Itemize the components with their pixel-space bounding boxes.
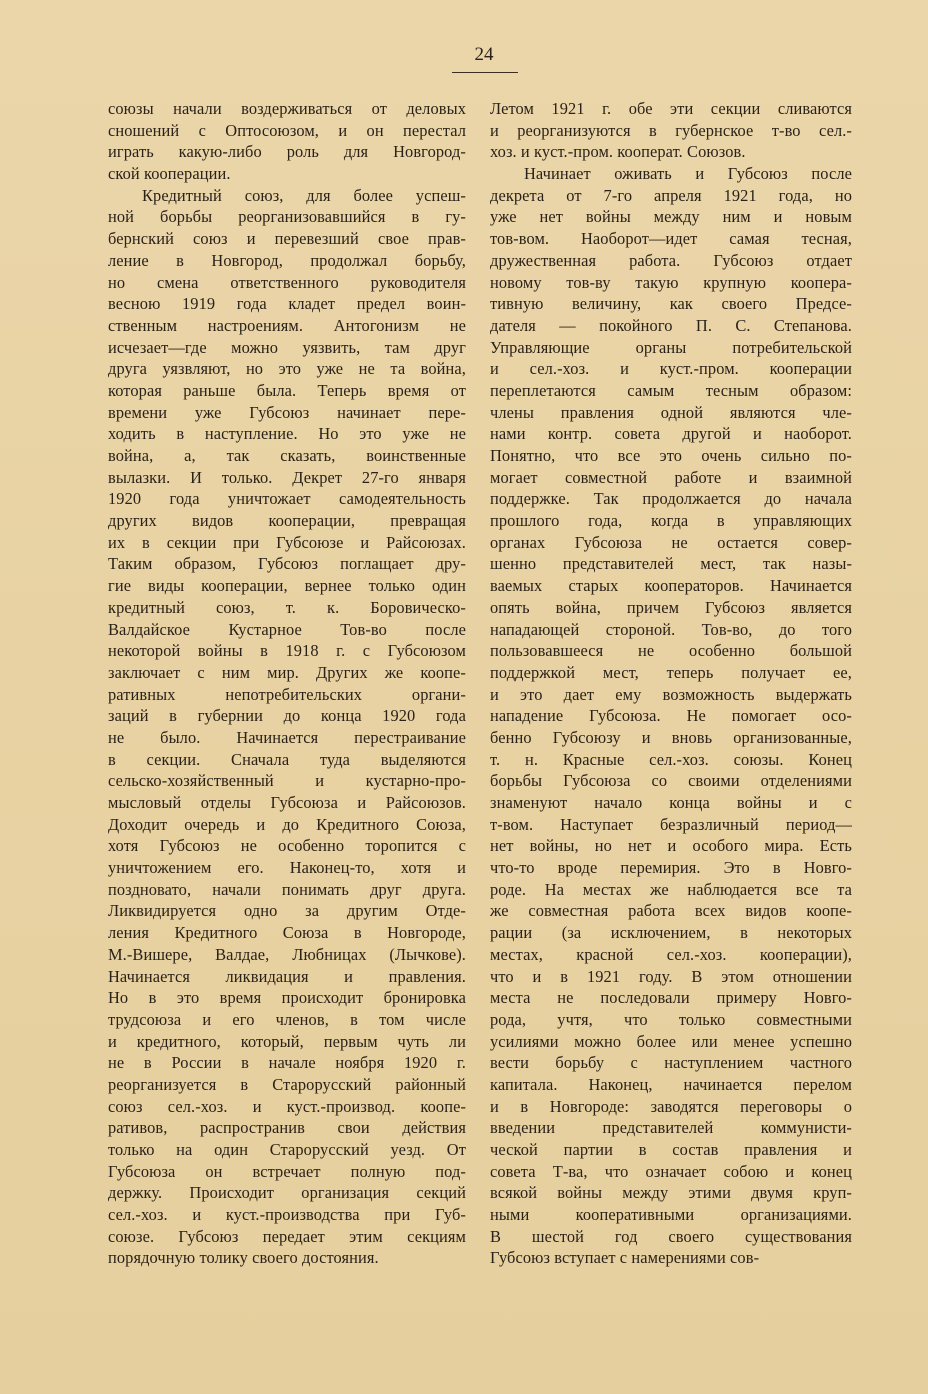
left-text-column bbox=[108, 98, 466, 1269]
text-line: опять война, причем Губсоюз является bbox=[490, 597, 852, 617]
text-line: исчезает—где можно уязвить, там друг bbox=[108, 337, 466, 357]
text-line: сельско-хозяйственный и кустарно-про- bbox=[108, 771, 466, 791]
page-number-rule bbox=[452, 72, 518, 73]
text-line: бенно Губсоюзу и вновь организованные, bbox=[490, 727, 852, 747]
text-line: Кредитный союз, для более успеш- bbox=[142, 185, 466, 205]
text-line: члены правления одной являются чле- bbox=[490, 402, 852, 422]
text-line: других видов кооперации, превращая bbox=[108, 511, 466, 531]
text-line: т. н. Красные сел.-хоз. союзы. Конец bbox=[490, 749, 852, 769]
text-line: некоторой войны в 1918 г. с Губсоюзом bbox=[108, 641, 466, 661]
text-line: бернский союз и перевезший свое прав- bbox=[108, 229, 466, 249]
text-line: хоз. и куст.-пром. кооперат. Союзов. bbox=[490, 142, 746, 162]
text-line: кредитный союз, т. к. Боровическо- bbox=[108, 597, 466, 617]
text-line: не было. Начинается перестраивание bbox=[108, 727, 466, 747]
text-line: Летом 1921 г. обе эти секции сливаются bbox=[490, 99, 852, 118]
text-line: борьбы Губсоюза со своими отделениями bbox=[490, 771, 852, 791]
text-line: ративов, распространив свои действия bbox=[108, 1118, 466, 1138]
text-line: заций в губернии до конца 1920 года bbox=[108, 706, 466, 726]
text-line: вести борьбу с наступлением частного bbox=[490, 1053, 852, 1073]
text-line: и кредитного, который, первым чуть ли bbox=[108, 1031, 466, 1051]
text-line: декрета от 7-го апреля 1921 года, но bbox=[490, 185, 852, 205]
text-line: трудсоюза и его членов, в том числе bbox=[108, 1009, 466, 1029]
text-line: ной борьбы реорганизовавшийся в гу- bbox=[108, 207, 466, 227]
text-line: ваемых старых кооператоров. Начинается bbox=[490, 576, 852, 596]
text-line: рода, учтя, что только совместными bbox=[490, 1009, 852, 1029]
text-line: тов-вом. Наоборот—идет самая тесная, bbox=[490, 229, 852, 249]
right-text-column bbox=[490, 98, 852, 1269]
text-line: союз сел.-хоз. и куст.-производ. коопе- bbox=[108, 1096, 466, 1116]
text-line: переплетаются самым тесным образом: bbox=[490, 380, 852, 400]
text-line: сношений с Оптосоюзом, и он перестал bbox=[108, 120, 466, 140]
text-line: что и в 1921 году. В этом отношении bbox=[490, 966, 852, 986]
text-line: ской кооперации. bbox=[108, 164, 231, 184]
text-line: Начинается ликвидация и правления. bbox=[108, 966, 466, 986]
text-line: гие виды кооперации, вернее только один bbox=[108, 576, 466, 596]
text-line: уничтожением его. Наконец-то, хотя и bbox=[108, 858, 466, 878]
text-line: Управляющие органы потребительской bbox=[490, 337, 852, 357]
text-line: местах, красной сел.-хоз. кооперации), bbox=[490, 944, 852, 964]
text-line: и сел.-хоз. и куст.-пром. кооперации bbox=[490, 359, 852, 379]
text-line: Губсоюза он встречает полную под- bbox=[108, 1161, 466, 1181]
text-line: нападающей стороной. Тов-во, до того bbox=[490, 619, 852, 639]
text-line: введении представителей коммунисти- bbox=[490, 1118, 852, 1138]
text-line: не в России в начале ноября 1920 г. bbox=[108, 1053, 466, 1073]
text-line: прошлого года, когда в управляющих bbox=[490, 511, 852, 531]
text-line: времени уже Губсоюз начинает пере- bbox=[108, 402, 466, 422]
text-line: и это дает ему возможность выдержать bbox=[490, 684, 852, 704]
text-line: Валдайское Кустарное Тов-во после bbox=[108, 619, 466, 639]
text-line: что-то вроде перемирия. Это в Новго- bbox=[490, 858, 852, 878]
text-line: же совместная работа всех видов коопе- bbox=[490, 901, 852, 921]
text-line: реорганизуется в Старорусский районный bbox=[108, 1074, 466, 1094]
page-number: 24 bbox=[474, 44, 494, 65]
text-line: 1920 года уничтожает самодеятельность bbox=[108, 489, 466, 509]
text-line: нами контр. совета другой и наоборот. bbox=[490, 424, 852, 444]
text-line: ственным настроениям. Антогонизм не bbox=[108, 315, 466, 335]
text-line: сел.-хоз. и куст.-производства при Губ- bbox=[108, 1205, 466, 1225]
text-line: порядочную толику своего достояния. bbox=[108, 1248, 379, 1268]
text-line: и реорганизуются в губернское т-во сел.- bbox=[490, 120, 852, 140]
text-line: союзе. Губсоюз передает этим секциям bbox=[108, 1226, 466, 1246]
text-line: Губсоюз вступает с намерениями сов- bbox=[490, 1248, 760, 1268]
text-line: М.-Вишере, Валдае, Любницах (Лычкове). bbox=[108, 944, 466, 964]
text-line: дружественная работа. Губсоюз отдает bbox=[490, 250, 852, 270]
text-line: война, а, так сказать, воинственные bbox=[108, 446, 466, 465]
text-line: только на один Старорусский уезд. От bbox=[108, 1140, 466, 1159]
text-line: Понятно, что все это очень сильно по- bbox=[490, 446, 852, 465]
text-line: ными кооперативными организациями. bbox=[490, 1205, 852, 1225]
text-line: дателя — покойного П. С. Степанова. bbox=[490, 315, 852, 335]
text-line: знаменуют начало конца войны и с bbox=[490, 793, 852, 812]
text-line: В шестой год своего существования bbox=[490, 1226, 852, 1246]
text-line: рации (за исключением, в некоторых bbox=[490, 923, 852, 943]
text-line: ление в Новгород, продолжал борьбу, bbox=[108, 250, 466, 270]
text-line: союзы начали воздерживаться от деловых bbox=[108, 99, 466, 118]
text-line: поддержке. Так продолжается до начала bbox=[490, 489, 852, 509]
text-line: хотя Губсоюз не особенно торопится с bbox=[108, 836, 466, 856]
text-line: мысловый отделы Губсоюза и Райсоюзов. bbox=[108, 793, 466, 812]
text-line: шенно представителей мест, так назы- bbox=[490, 554, 852, 574]
text-line: друга уязвляют, но это уже не та война, bbox=[108, 359, 466, 379]
text-line: пользовавшееся не особенно большой bbox=[490, 641, 852, 661]
text-line: тивную величину, как своего Предсе- bbox=[490, 294, 852, 314]
text-line: всякой войны между этими двумя круп- bbox=[490, 1183, 852, 1203]
text-line: заключает с ним мир. Других же коопе- bbox=[108, 662, 466, 682]
text-line: поддержкой мест, теперь получает ее, bbox=[490, 662, 852, 682]
text-line: поздновато, начали понимать друг друга. bbox=[108, 879, 466, 899]
text-line: Начинает оживать и Губсоюз после bbox=[524, 164, 852, 184]
text-line: держку. Происходит организация секций bbox=[108, 1183, 466, 1203]
text-line: совета Т-ва, что означает собою и конец bbox=[490, 1161, 852, 1181]
text-line: которая раньше была. Теперь время от bbox=[108, 380, 466, 400]
text-line: роде. На местах же наблюдается все та bbox=[490, 879, 852, 899]
text-line: капитала. Наконец, начинается перелом bbox=[490, 1074, 852, 1094]
text-line: в секции. Сначала туда выделяются bbox=[108, 749, 466, 769]
text-line: нет войны, но нет и особого мира. Есть bbox=[490, 836, 852, 856]
text-line: ходить в наступление. Но это уже не bbox=[108, 424, 466, 444]
text-line: усилиями можно более или менее успешно bbox=[490, 1031, 852, 1051]
text-line: нападение Губсоюза. Не помогает осо- bbox=[490, 706, 852, 726]
text-line: органах Губсоюза не остается совер- bbox=[490, 532, 852, 552]
text-line: Таким образом, Губсоюз поглащает дру- bbox=[108, 554, 466, 574]
text-line: вылазки. И только. Декрет 27-го января bbox=[108, 467, 466, 487]
text-line: ческой партии в состав правления и bbox=[490, 1140, 852, 1159]
text-line: Но в это время происходит бронировка bbox=[108, 988, 466, 1008]
text-line: ления Кредитного Союза в Новгороде, bbox=[108, 923, 466, 943]
text-line: могает совместной работе и взаимной bbox=[490, 467, 852, 487]
text-line: Доходит очередь и до Кредитного Союза, bbox=[108, 814, 466, 834]
text-line: но смена ответственного руководителя bbox=[108, 272, 466, 292]
text-line: т-вом. Наступает безразличный период— bbox=[490, 814, 852, 834]
text-line: весною 1919 года кладет предел воин- bbox=[108, 294, 466, 314]
text-line: уже нет войны между ним и новым bbox=[490, 207, 852, 227]
text-line: места не последовали примеру Новго- bbox=[490, 988, 852, 1008]
text-line: Ликвидируется одно за другим Отде- bbox=[108, 901, 466, 921]
text-line: их в секции при Губсоюзе и Райсоюзах. bbox=[108, 532, 466, 552]
text-line: играть какую-либо роль для Новгород- bbox=[108, 142, 466, 162]
text-line: ративных непотребительских органи- bbox=[108, 684, 466, 704]
text-line: и в Новгороде: заводятся переговоры о bbox=[490, 1096, 852, 1116]
text-line: новому тов-ву такую крупную коопера- bbox=[490, 272, 852, 292]
